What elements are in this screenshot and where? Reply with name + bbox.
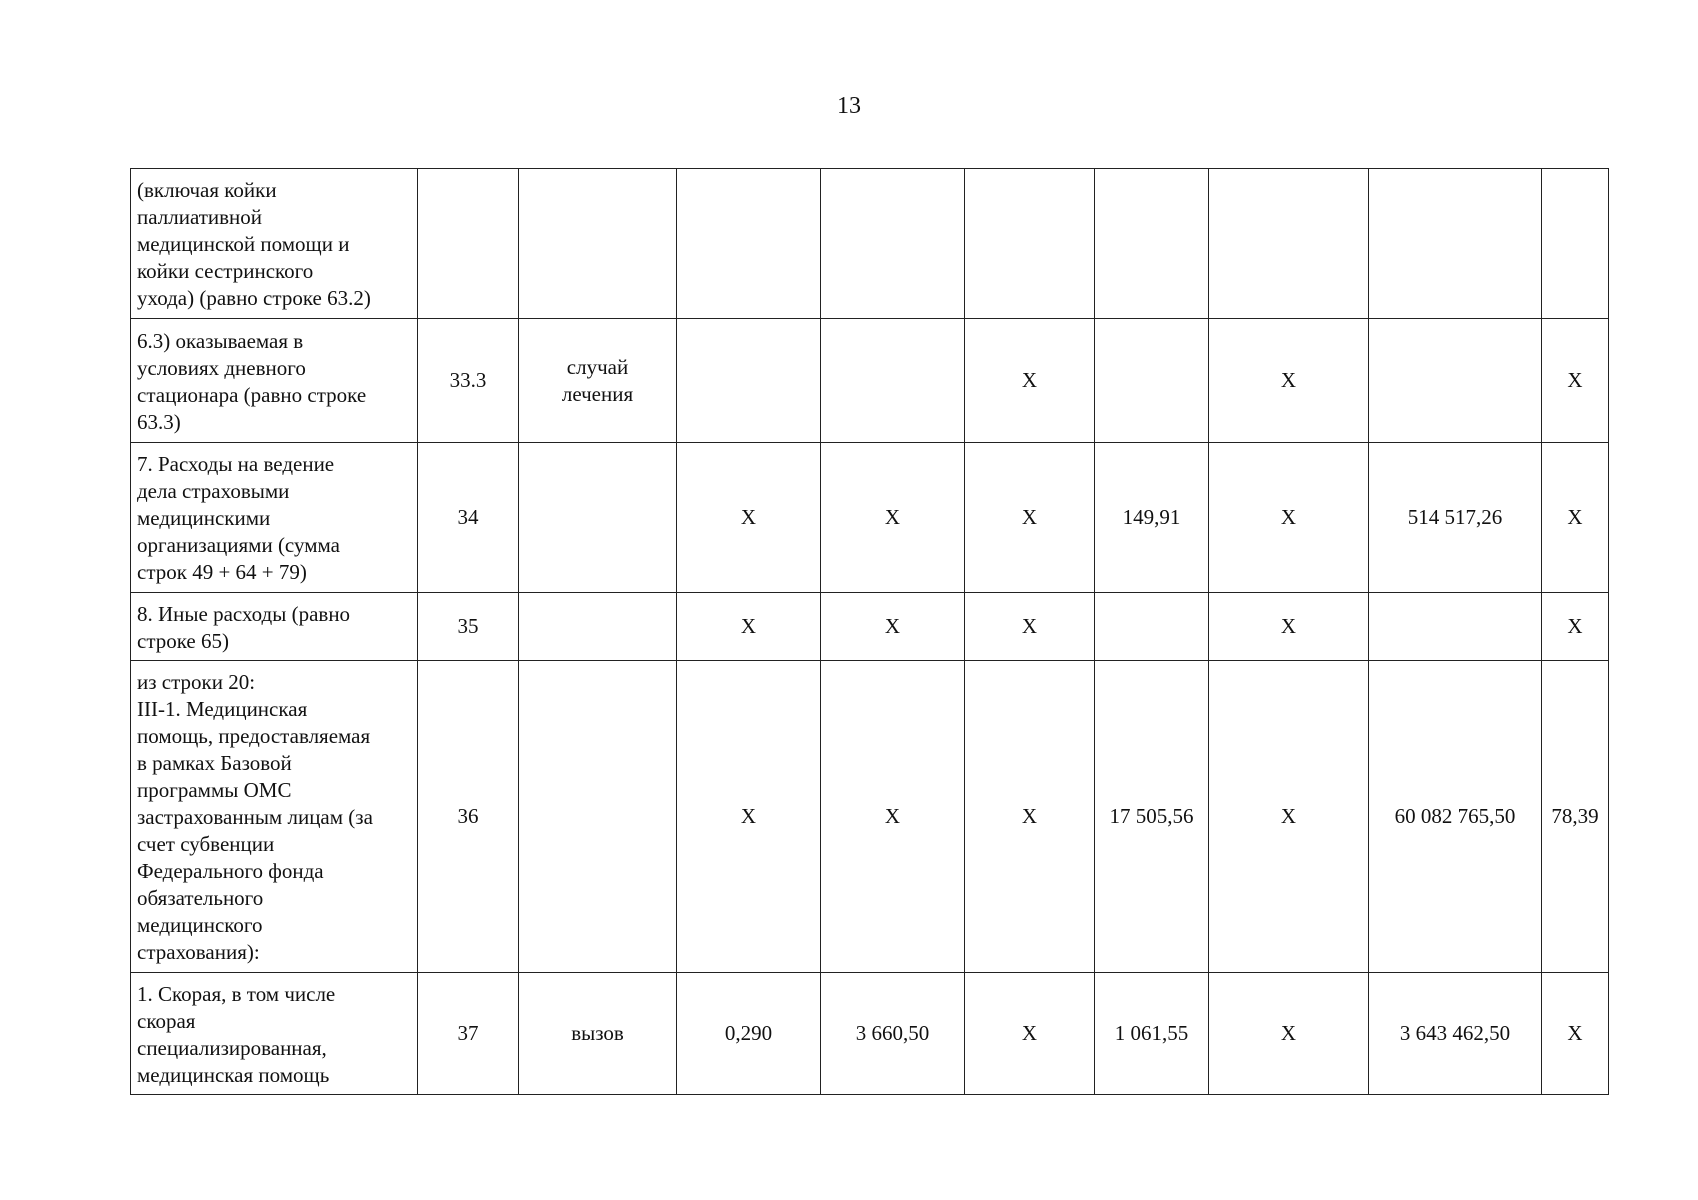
value-cell: X	[1542, 593, 1609, 661]
unit-cell	[519, 443, 677, 593]
line-number-cell: 37	[418, 973, 519, 1095]
table-row	[131, 443, 1609, 593]
value-cell: 60 082 765,50	[1369, 661, 1542, 973]
value-cell: X	[965, 593, 1095, 661]
table-row	[131, 973, 1609, 1095]
value-cell: X	[677, 593, 821, 661]
unit-cell	[519, 593, 677, 661]
table-row	[131, 319, 1609, 443]
value-cell: 3 643 462,50	[1369, 973, 1542, 1095]
value-cell	[1095, 319, 1209, 443]
value-cell	[677, 319, 821, 443]
value-cell: 1 061,55	[1095, 973, 1209, 1095]
financing-table	[130, 168, 1609, 1095]
value-cell	[821, 169, 965, 319]
unit-cell	[519, 661, 677, 973]
line-number-cell: 34	[418, 443, 519, 593]
unit-cell: случай лечения	[519, 319, 677, 443]
value-cell: X	[677, 661, 821, 973]
value-cell: X	[965, 319, 1095, 443]
value-cell: X	[1542, 319, 1609, 443]
value-cell: 3 660,50	[821, 973, 965, 1095]
value-cell: X	[965, 973, 1095, 1095]
table-row	[131, 169, 1609, 319]
line-number-cell: 33.3	[418, 319, 519, 443]
value-cell: X	[677, 443, 821, 593]
value-cell: 514 517,26	[1369, 443, 1542, 593]
value-cell	[1369, 169, 1542, 319]
value-cell	[677, 169, 821, 319]
value-cell	[1209, 169, 1369, 319]
line-number-cell: 35	[418, 593, 519, 661]
value-cell: X	[1209, 319, 1369, 443]
value-cell: X	[821, 661, 965, 973]
row-name-cell: (включая койки паллиативной медицинской помощи и койки сестринского ухода) (равно строке 63.2)	[131, 169, 418, 319]
value-cell	[965, 169, 1095, 319]
table-row	[131, 661, 1609, 973]
unit-cell: вызов	[519, 973, 677, 1095]
value-cell	[1095, 169, 1209, 319]
value-cell: X	[1209, 443, 1369, 593]
line-number-cell: 36	[418, 661, 519, 973]
value-cell	[1369, 319, 1542, 443]
table-row	[131, 593, 1609, 661]
value-cell	[1542, 169, 1609, 319]
value-cell: 17 505,56	[1095, 661, 1209, 973]
value-cell: X	[1209, 973, 1369, 1095]
row-name-cell: 1. Скорая, в том числе скорая специализированная, медицинская помощь	[131, 973, 418, 1095]
value-cell: X	[1209, 661, 1369, 973]
value-cell	[1095, 593, 1209, 661]
value-cell: 149,91	[1095, 443, 1209, 593]
row-name-cell: 8. Иные расходы (равно строке 65)	[131, 593, 418, 661]
value-cell: X	[821, 593, 965, 661]
row-name-cell: 6.3) оказываемая в условиях дневного стационара (равно строке 63.3)	[131, 319, 418, 443]
value-cell: X	[821, 443, 965, 593]
value-cell: X	[1209, 593, 1369, 661]
row-name-cell: из строки 20: III-1. Медицинская помощь, предоставляемая в рамках Базовой программы ОМС застрахованным лицам (за счет субвенции Федерального фонда обязательного медицинского страхования):	[131, 661, 418, 973]
row-name-cell: 7. Расходы на ведение дела страховыми медицинскими организациями (сумма строк 49 + 64 + 79)	[131, 443, 418, 593]
value-cell: X	[1542, 443, 1609, 593]
unit-cell	[519, 169, 677, 319]
page-number: 13	[837, 93, 861, 119]
value-cell: X	[965, 661, 1095, 973]
line-number-cell	[418, 169, 519, 319]
value-cell: X	[1542, 973, 1609, 1095]
value-cell: 78,39	[1542, 661, 1609, 973]
value-cell	[821, 319, 965, 443]
value-cell	[1369, 593, 1542, 661]
value-cell: 0,290	[677, 973, 821, 1095]
value-cell: X	[965, 443, 1095, 593]
